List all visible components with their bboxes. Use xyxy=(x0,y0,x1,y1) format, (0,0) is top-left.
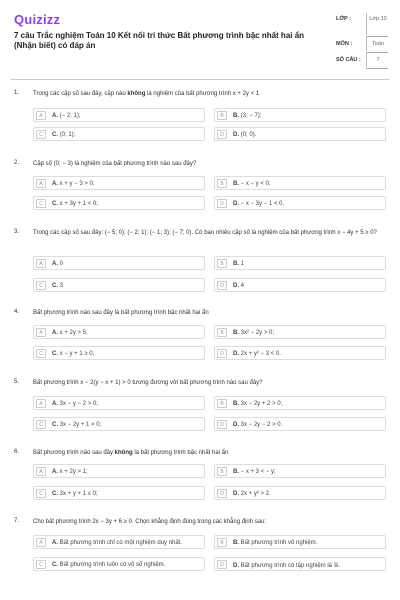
option-text xyxy=(233,330,274,336)
socau-value: 7 xyxy=(376,57,380,63)
option-text xyxy=(233,401,282,407)
question-number: 5. xyxy=(14,379,20,385)
option-letter-box: C xyxy=(36,489,46,498)
option-label: D. xyxy=(233,421,239,428)
answer-option-a[interactable] xyxy=(33,256,205,270)
option-text xyxy=(52,283,63,289)
option-value: 3x − y − 2 > 0; xyxy=(59,400,98,407)
option-text xyxy=(233,469,276,475)
lop-label: LỚP : xyxy=(336,16,351,22)
option-text xyxy=(233,201,284,207)
answer-option-c[interactable] xyxy=(33,557,205,571)
option-value: 1 xyxy=(240,260,245,267)
socau-underline xyxy=(366,68,388,69)
answer-option-d[interactable] xyxy=(214,557,386,571)
emphasis-word: không xyxy=(127,91,146,97)
option-text xyxy=(52,132,75,138)
question-text: Cho bất phương trình 2x − 3y + 6 ≥ 0. Chọn khẳng định đúng trong các khẳng định sau: xyxy=(33,519,267,525)
option-text xyxy=(52,401,98,407)
option-text xyxy=(52,491,98,497)
option-label: B. xyxy=(233,260,239,267)
mon-value: Toán xyxy=(372,41,384,47)
answer-option-d[interactable] xyxy=(214,278,386,292)
answer-option-d[interactable] xyxy=(214,196,386,210)
option-letter-box: A xyxy=(36,399,46,408)
option-value: Bất phương trình luôn có vô số nghiệm. xyxy=(59,561,166,568)
question-text: Bất phương trình x − 2(y − x + 1) > 0 tương đương với bất phương trình nào sau đây? xyxy=(33,380,263,386)
option-letter-box: C xyxy=(36,281,46,290)
option-label: B. xyxy=(233,468,239,475)
option-text xyxy=(233,422,282,428)
option-letter-box: B xyxy=(217,259,227,268)
answer-option-d[interactable] xyxy=(214,346,386,360)
option-text xyxy=(52,422,101,428)
option-value: x + 2y > 1; xyxy=(59,468,88,475)
option-label: A. xyxy=(52,400,58,407)
option-letter-box: B xyxy=(217,328,227,337)
answer-option-c[interactable] xyxy=(33,486,205,500)
option-label: A. xyxy=(52,468,58,475)
option-letter-box: B xyxy=(217,467,227,476)
worksheet-title: 7 câu Trắc nghiệm Toán 10 Kết nối tri thức Bất phương trình bậc nhất hai ẩn (Nhận biết) có đáp án xyxy=(14,31,305,50)
option-label: A. xyxy=(52,180,58,187)
option-label: B. xyxy=(233,539,239,546)
option-value: x + y − 3 > 0; xyxy=(59,180,95,187)
option-text xyxy=(52,540,182,546)
option-text xyxy=(52,330,88,336)
option-letter-box: C xyxy=(36,560,46,569)
option-value: 3x + y + 1 ≤ 0; xyxy=(59,490,98,497)
option-text xyxy=(233,283,244,289)
option-letter-box: A xyxy=(36,538,46,547)
option-value: 4 xyxy=(240,282,245,289)
question-number: 2. xyxy=(14,160,20,166)
option-letter-box: A xyxy=(36,179,46,188)
option-value: x + 3y + 1 < 0; xyxy=(59,200,98,207)
option-label: D. xyxy=(233,490,239,497)
option-text xyxy=(52,113,81,119)
option-text xyxy=(233,132,256,138)
answer-option-c[interactable] xyxy=(33,196,205,210)
option-value: 3x − 2y + 2 > 0; xyxy=(240,400,283,407)
answer-option-b[interactable] xyxy=(214,108,386,122)
option-label: D. xyxy=(233,131,239,138)
answer-option-b[interactable] xyxy=(214,535,386,549)
socau-separator xyxy=(366,53,367,67)
option-value: (0; 1); xyxy=(59,131,76,138)
option-label: A. xyxy=(52,260,58,267)
option-value: (− 2; 1); xyxy=(59,112,81,119)
option-label: C. xyxy=(52,421,58,428)
option-value: (3; − 7); xyxy=(240,112,262,119)
answer-option-c[interactable] xyxy=(33,127,205,141)
quizizz-logo: Quizizz xyxy=(14,12,61,27)
lop-underline xyxy=(366,36,388,37)
answer-option-a[interactable] xyxy=(33,464,205,478)
option-value: x − y + 1 ≥ 0; xyxy=(59,350,95,357)
option-value: − x + 3 < − y; xyxy=(240,468,276,475)
question-number: 4. xyxy=(14,309,20,315)
option-letter-box: C xyxy=(36,349,46,358)
option-letter-box: B xyxy=(217,538,227,547)
header-divider xyxy=(10,79,390,80)
option-label: D. xyxy=(233,282,239,289)
option-label: A. xyxy=(52,329,58,336)
answer-option-c[interactable] xyxy=(33,417,205,431)
option-label: C. xyxy=(52,131,58,138)
question-text: Trong các cặp số sau đây: (− 5; 0); (− 2; 1); (− 1; 3); (− 7; 0). Có bao nhiêu cặp số là nghiệm của bất phương trình x − 4y + 5 ≥ 0? xyxy=(33,230,377,236)
option-value: 2x + y² > 2. xyxy=(240,490,271,497)
option-value: − x − 3y − 1 < 0. xyxy=(240,200,285,207)
option-value: 3x − 2y + 1 > 0; xyxy=(59,421,102,428)
option-value: (0; 0). xyxy=(240,131,257,138)
option-letter-box: D xyxy=(217,281,227,290)
question-text: Bất phương trình nào sau đây không là bất phương trình bậc nhất hai ẩn xyxy=(33,450,229,456)
option-text xyxy=(52,181,95,187)
option-label: C. xyxy=(52,561,58,568)
option-text xyxy=(52,469,88,475)
option-text xyxy=(233,562,340,569)
option-text xyxy=(233,181,271,187)
question-number: 6. xyxy=(14,449,20,455)
answer-option-a[interactable] xyxy=(33,535,205,549)
option-value: Bất phương trình chỉ có một nghiệm duy nhất. xyxy=(59,539,183,546)
answer-option-b[interactable] xyxy=(214,325,386,339)
option-letter-box: D xyxy=(217,349,227,358)
emphasis-word: không xyxy=(114,450,133,456)
option-label: D. xyxy=(233,200,239,207)
socau-label: SỐ CÂU : xyxy=(336,57,361,63)
option-letter-box: B xyxy=(217,399,227,408)
option-text xyxy=(233,113,262,119)
answer-option-c[interactable] xyxy=(33,278,205,292)
answer-option-b[interactable] xyxy=(214,464,386,478)
question-number: 3. xyxy=(14,229,20,235)
question-text: Cặp số (0; − 3) là nghiệm của bất phương trình nào sau đây? xyxy=(33,161,197,167)
answer-option-b[interactable] xyxy=(214,176,386,190)
answer-option-d[interactable] xyxy=(214,127,386,141)
option-text xyxy=(52,351,94,357)
option-letter-box: B xyxy=(217,179,227,188)
option-label: C. xyxy=(52,282,58,289)
answer-option-d[interactable] xyxy=(214,486,386,500)
answer-option-a[interactable] xyxy=(33,325,205,339)
answer-option-c[interactable] xyxy=(33,346,205,360)
option-text xyxy=(233,261,244,267)
answer-option-b[interactable] xyxy=(214,256,386,270)
option-letter-box: D xyxy=(217,420,227,429)
answer-option-a[interactable] xyxy=(33,396,205,410)
option-letter-box: A xyxy=(36,467,46,476)
question-text: Trong các cặp số sau đây, cặp nào không là nghiệm của bất phương trình x + 2y < 1 xyxy=(33,91,260,97)
mon-separator xyxy=(366,37,367,51)
option-label: B. xyxy=(233,112,239,119)
option-letter-box: A xyxy=(36,111,46,120)
option-letter-box: D xyxy=(217,130,227,139)
option-value: − x − y < 0; xyxy=(240,180,271,187)
option-letter-box: B xyxy=(217,111,227,120)
option-value: 3x² − 2y > 0; xyxy=(240,329,275,336)
option-label: A. xyxy=(52,112,58,119)
lop-value: Lớp 10 xyxy=(369,16,387,22)
worksheet-header xyxy=(0,0,400,76)
question-text: Bất phương trình nào sau đây là bất phương trình bậc nhất hai ẩn xyxy=(33,310,209,316)
option-letter-box: A xyxy=(36,259,46,268)
option-label: B. xyxy=(233,329,239,336)
option-letter-box: C xyxy=(36,130,46,139)
answer-option-b[interactable] xyxy=(214,396,386,410)
question-number: 1. xyxy=(14,90,20,96)
option-letter-box: D xyxy=(217,489,227,498)
option-value: x + 2y > 5; xyxy=(59,329,88,336)
option-letter-box: D xyxy=(217,560,227,569)
option-label: A. xyxy=(52,539,58,546)
mon-label: MÔN : xyxy=(336,41,353,47)
option-text xyxy=(52,201,98,207)
option-text xyxy=(52,562,165,568)
option-text xyxy=(233,540,317,546)
option-value: Bất phương trình có tập nghiệm là ℝ. xyxy=(240,562,341,569)
option-letter-box: C xyxy=(36,199,46,208)
option-label: D. xyxy=(233,562,239,569)
option-text xyxy=(233,491,271,497)
answer-option-a[interactable] xyxy=(33,176,205,190)
option-letter-box: C xyxy=(36,420,46,429)
option-letter-box: D xyxy=(217,199,227,208)
option-text xyxy=(233,351,281,357)
option-label: B. xyxy=(233,180,239,187)
option-value: 3x − 2y − 2 > 0. xyxy=(240,421,283,428)
option-label: C. xyxy=(52,490,58,497)
answer-option-d[interactable] xyxy=(214,417,386,431)
mon-underline xyxy=(366,52,388,53)
option-label: C. xyxy=(52,350,58,357)
option-value: 3 xyxy=(59,282,64,289)
question-number: 7. xyxy=(14,518,20,524)
option-label: C. xyxy=(52,200,58,207)
option-value: 2x + y² − 3 < 0. xyxy=(240,350,281,357)
option-text xyxy=(52,261,63,267)
option-value: 0 xyxy=(59,260,64,267)
option-label: B. xyxy=(233,400,239,407)
option-label: D. xyxy=(233,350,239,357)
lop-separator xyxy=(366,13,367,35)
option-letter-box: A xyxy=(36,328,46,337)
option-value: Bất phương trình vô nghiệm. xyxy=(240,539,318,546)
answer-option-a[interactable] xyxy=(33,108,205,122)
